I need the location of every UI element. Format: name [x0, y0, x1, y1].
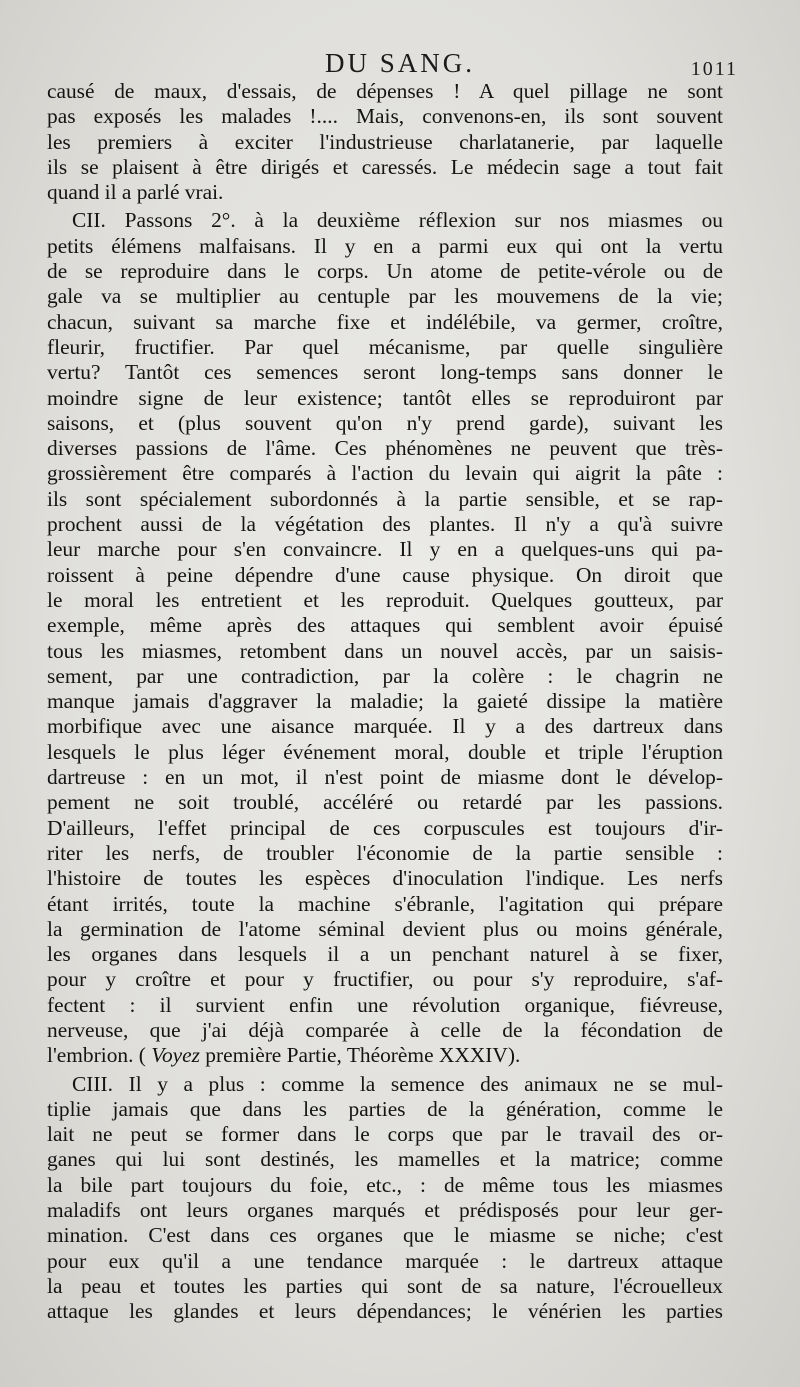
text-line: le moral les entretient et les reproduit. Quelques goutteux, par: [47, 587, 723, 612]
text-line: pour y croître et pour y fructifier, ou pour s'y reproduire, s'af-: [47, 967, 723, 992]
closing-text-before: l'embrion. (: [47, 1043, 152, 1068]
paragraph-cii: [47, 208, 723, 1068]
text-line: vertu? Tantôt ces semences seront long-temps sans donner le: [47, 360, 723, 385]
text-line: fleurir, fructifier. Par quel mécanisme, par quelle singulière: [47, 334, 723, 359]
text-line: fectent : il survient enfin une révolution organique, fiévreuse,: [47, 992, 723, 1017]
text-line: tiplie jamais que dans les parties de la génération, comme le: [47, 1096, 723, 1121]
text-line: roissent à peine dépendre d'une cause physique. On diroit que: [47, 562, 723, 587]
text-line: les organes dans lesquels il a un penchant naturel à se fixer,: [47, 942, 723, 967]
text-line: quand il a parlé vrai.: [47, 180, 224, 205]
text-line: morbifique avec une aisance marquée. Il y a des dartreux dans: [47, 714, 723, 739]
body-text: [47, 79, 723, 1325]
paragraph-continuation: [47, 79, 723, 205]
text-line: D'ailleurs, l'effet principal de ces corpuscules est toujours d'ir-: [47, 815, 723, 840]
text-line: dartreuse : en un mot, il n'est point de miasme dont le dévelop-: [47, 765, 723, 790]
text-line: diverses passions de l'âme. Ces phénomènes ne peuvent que très-: [47, 436, 723, 461]
text-line: CIII. Il y a plus : comme la semence des animaux ne se mul-: [72, 1071, 723, 1096]
text-line: ganes qui lui sont destinés, les mamelles et la matrice; comme: [47, 1147, 723, 1172]
text-line: sement, par une contradiction, par la colère : le chagrin ne: [47, 663, 723, 688]
text-line: chacun, suivant sa marche fixe et indélébile, va germer, croître,: [47, 309, 723, 334]
closing-text-italic: Voyez: [151, 1043, 200, 1068]
text-line: prochent aussi de la végétation des plantes. Il n'y a qu'à suivre: [47, 512, 723, 537]
text-line: moindre signe de leur existence; tantôt elles se reproduiront par: [47, 385, 723, 410]
text-line: de se reproduire dans le corps. Un atome de petite-vérole ou de: [47, 259, 723, 284]
text-line: la germination de l'atome séminal devient plus ou moins générale,: [47, 916, 723, 941]
text-line: la bile part toujours du foie, etc., : de même tous les miasmes: [47, 1172, 723, 1197]
text-line: lesquels le plus léger événement moral, double et triple l'éruption: [47, 739, 723, 764]
text-line-closing: [47, 1043, 723, 1068]
text-line: étant irrités, toute la machine s'ébranle, l'agitation qui prépare: [47, 891, 723, 916]
text-line: exemple, même après des attaques qui semblent avoir épuisé: [47, 613, 723, 638]
text-line: nerveuse, que j'ai déjà comparée à celle de la fécondation de: [47, 1017, 723, 1042]
text-line: grossièrement être comparés à l'action du levain qui aigrit la pâte :: [47, 461, 723, 486]
text-line: manque jamais d'aggraver la maladie; la gaieté dissipe la matière: [47, 689, 723, 714]
text-line: causé de maux, d'essais, de dépenses ! A quel pillage ne sont: [47, 79, 723, 103]
text-line: ils se plaisent à être dirigés et caressés. Le médecin sage a tout fait: [47, 154, 723, 179]
text-line: les premiers à exciter l'industrieuse charlatanerie, par laquelle: [47, 129, 723, 154]
paragraph-ciii: [47, 1072, 723, 1325]
text-line: la peau et toutes les parties qui sont de sa nature, l'écrouelleux: [47, 1273, 723, 1298]
text-line: l'histoire de toutes les espèces d'inoculation l'indique. Les nerfs: [47, 866, 723, 891]
text-line: pour eux qu'il a une tendance marquée : le dartreux attaque: [47, 1248, 723, 1273]
text-line: leur marche pour s'en convaincre. Il y en a quelques-uns qui pa-: [47, 537, 723, 562]
text-line: lait ne peut se former dans le corps que par le travail des or-: [47, 1122, 723, 1147]
text-line: tous les miasmes, retombent dans un nouvel accès, par un saisis-: [47, 638, 723, 663]
text-line: pement ne soit troublé, accéléré ou retardé par les passions.: [47, 790, 723, 815]
text-line: maladifs ont leurs organes marqués et prédisposés pour leur ger-: [47, 1198, 723, 1223]
text-line: attaque les glandes et leurs dépendances; le vénérien les parties: [47, 1299, 723, 1324]
text-line: riter les nerfs, de troubler l'économie de la partie sensible :: [47, 840, 723, 865]
running-title: DU SANG.: [324, 48, 475, 78]
text-line: mination. C'est dans ces organes que le miasme se niche; c'est: [47, 1223, 723, 1248]
page-number: 1011: [690, 58, 738, 80]
text-line: pas exposés les malades !.... Mais, convenons-en, ils sont souvent: [47, 104, 723, 129]
text-line: saisons, et (plus souvent qu'on n'y prend garde), suivant les: [47, 410, 723, 435]
text-line: gale va se multiplier au centuple par les mouvemens de la vie;: [47, 284, 723, 309]
text-line: ils sont spécialement subordonnés à la partie sensible, et se rap-: [47, 486, 723, 511]
closing-text-after: première Partie, Théorème XXXIV).: [199, 1043, 521, 1068]
text-line: petits élémens malfaisans. Il y en a parmi eux qui ont la vertu: [47, 233, 723, 258]
text-line: CII. Passons 2°. à la deuxième réflexion sur nos miasmes ou: [72, 208, 723, 233]
